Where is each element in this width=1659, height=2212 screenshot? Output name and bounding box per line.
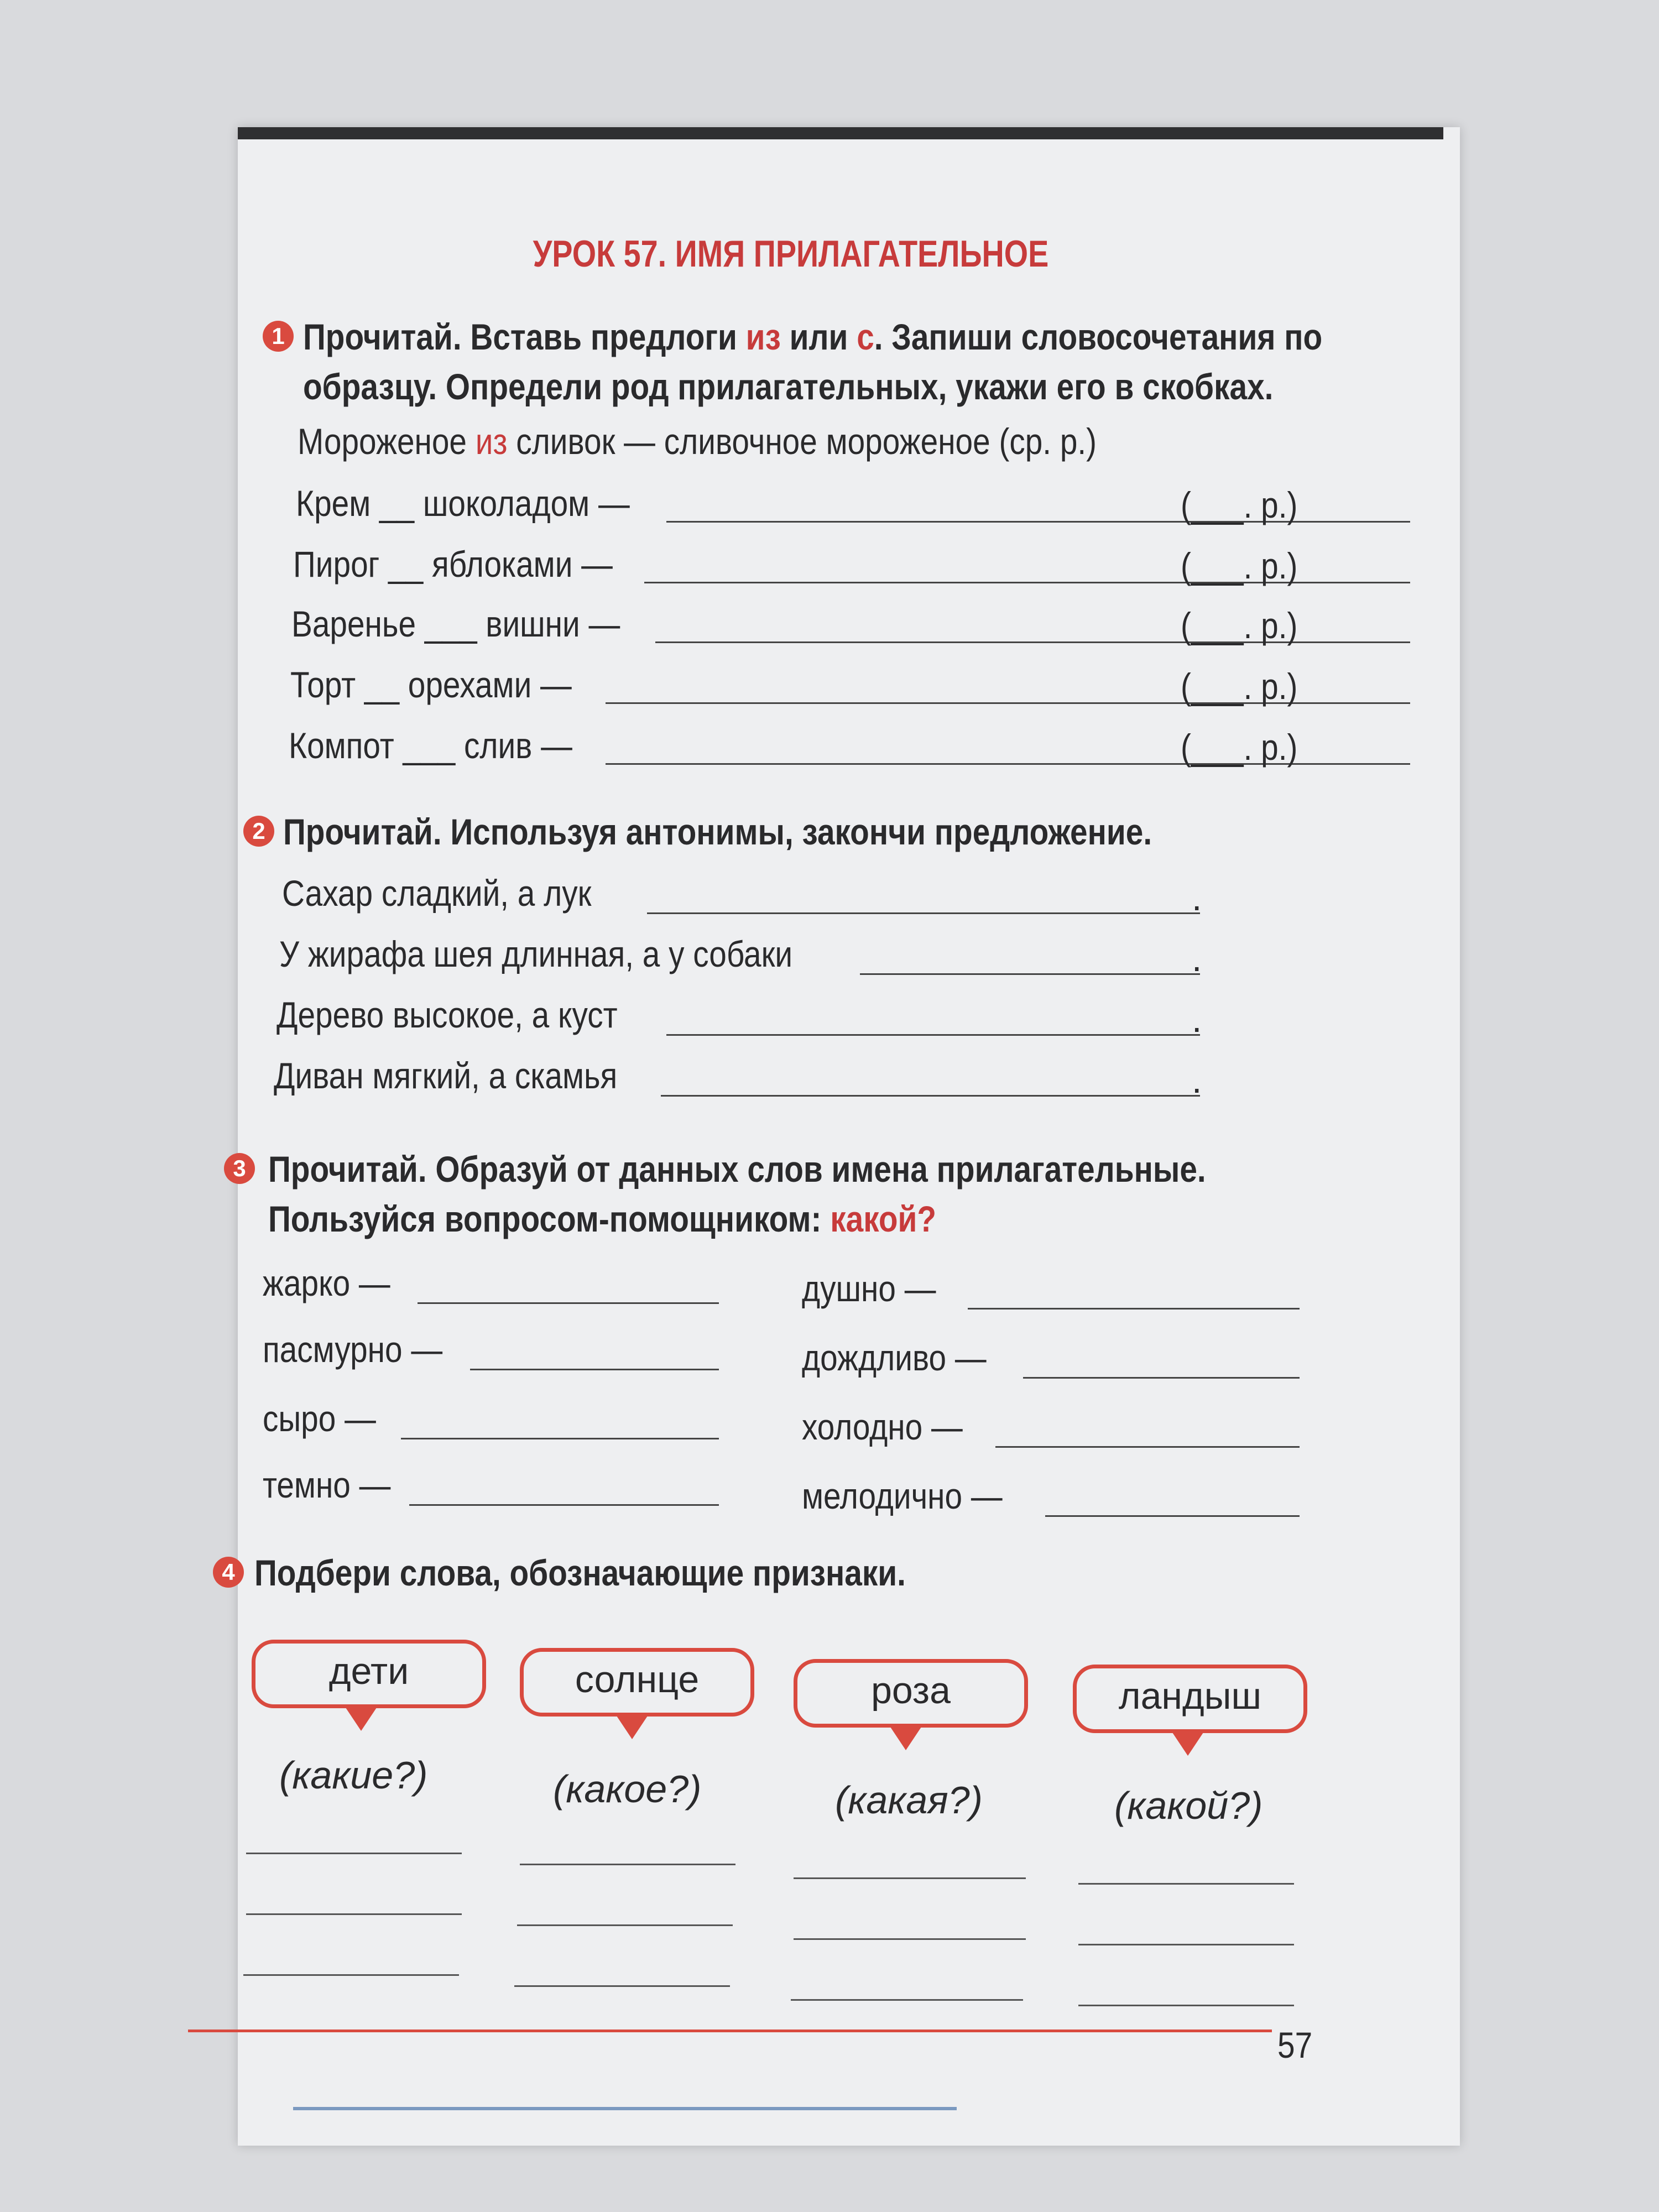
task-2-sentence: У жирафа шея длинная, а у собаки bbox=[279, 933, 793, 974]
answer-line[interactable] bbox=[246, 1853, 462, 1854]
task-3-word: мелодично — bbox=[802, 1475, 1003, 1516]
answer-line[interactable] bbox=[860, 973, 1200, 975]
task-3-word: дождливо — bbox=[802, 1337, 987, 1378]
question-label: (какие?) bbox=[279, 1754, 428, 1797]
task-3-word: пасмурно — bbox=[263, 1329, 443, 1370]
answer-line[interactable] bbox=[1078, 1944, 1294, 1945]
answer-line[interactable] bbox=[1078, 2005, 1294, 2006]
task-3-word: жарко — bbox=[263, 1262, 390, 1303]
answer-line[interactable] bbox=[418, 1302, 719, 1304]
pointer-arrow bbox=[1172, 1733, 1203, 1756]
answer-line[interactable] bbox=[995, 1446, 1300, 1448]
question-label: (какой?) bbox=[1114, 1784, 1263, 1827]
answer-line[interactable] bbox=[470, 1369, 719, 1370]
task-3-instruction-line-2: Пользуйся вопросом-помощником: какой? bbox=[268, 1198, 937, 1239]
task-number-badge: 3 bbox=[224, 1153, 255, 1184]
answer-line[interactable] bbox=[791, 1999, 1023, 2001]
preposition-s: с bbox=[857, 316, 874, 357]
answer-line[interactable] bbox=[968, 1308, 1300, 1310]
task-2-sentence: Дерево высокое, а куст bbox=[276, 994, 618, 1035]
word-box-deti: дети bbox=[252, 1640, 486, 1708]
answer-line[interactable] bbox=[409, 1504, 719, 1506]
answer-line[interactable] bbox=[666, 521, 1410, 523]
pointer-arrow bbox=[617, 1716, 648, 1739]
pointer-arrow bbox=[346, 1708, 377, 1731]
lesson-title: УРОК 57. ИМЯ ПРИЛАГАТЕЛЬНОЕ bbox=[533, 233, 1049, 275]
page-top-border bbox=[238, 127, 1443, 139]
task-2-instruction: Прочитай. Используя антонимы, закончи предложение. bbox=[283, 811, 1152, 852]
task-3-word: сыро — bbox=[263, 1398, 376, 1439]
footer-divider bbox=[188, 2030, 1272, 2032]
answer-line[interactable] bbox=[666, 1034, 1200, 1036]
task-3-word: темно — bbox=[263, 1464, 391, 1505]
answer-line[interactable] bbox=[243, 1974, 459, 1976]
task-number-badge: 1 bbox=[263, 321, 294, 352]
task-1-instruction-line-2: образцу. Определи род прилагательных, укажи его в скобках. bbox=[303, 366, 1274, 407]
answer-line[interactable] bbox=[246, 1913, 462, 1915]
answer-line[interactable] bbox=[1045, 1515, 1300, 1517]
answer-line[interactable] bbox=[514, 1985, 730, 1987]
workbook-page: УРОК 57. ИМЯ ПРИЛАГАТЕЛЬНОЕ 1 Прочитай. Вставь предлоги из или с. Запиши словосочетания по образцу. Определи род прилагательных, укажи его в скобках. Мороженое из сливок — сливочное мороженое (ср. р.) Крем __ шоколадом — (___. р.) Пирог __ яблоками — (___. р.) Варенье ___ вишни — (___. р.) Торт __ орехами — (___. р.) Компот ___ слив — (___. р.) 2 Прочитай. Используя антонимы, закончи предложение. Сахар сладкий, а лук . У жирафа шея длинная, а у собаки . Дерево высокое, а куст . Диван мягкий, а скамья . 3 Прочитай. Образуй от данных слов имена прилагательные. Пользуйся вопросом-помощником: какой? жарко — пасмурно — сыро — темно — душно — дождливо — холодно — мелодично — 4 Подбери слова, обозначающие признаки. дети (какие?) солнце (какое?) роза (какая?) ландыш (какой?) 57 bbox=[238, 127, 1460, 2146]
answer-line[interactable] bbox=[1023, 1377, 1300, 1379]
answer-line[interactable] bbox=[647, 912, 1200, 914]
answer-line[interactable] bbox=[794, 1877, 1026, 1879]
task-3-instruction-line-1: Прочитай. Образуй от данных слов имена прилагательные. bbox=[268, 1149, 1206, 1190]
question-label: (какая?) bbox=[835, 1778, 983, 1822]
pointer-arrow bbox=[890, 1727, 921, 1750]
answer-line[interactable] bbox=[661, 1095, 1200, 1097]
task-1-instruction-line-1: Прочитай. Вставь предлоги из или с. Запиши словосочетания по bbox=[303, 316, 1323, 357]
task-number-badge: 4 bbox=[213, 1557, 244, 1588]
helper-question: какой? bbox=[830, 1198, 937, 1239]
task-2-sentence: Диван мягкий, а скамья bbox=[274, 1055, 618, 1096]
answer-line[interactable] bbox=[1078, 1883, 1294, 1885]
task-4-instruction: Подбери слова, обозначающие признаки. bbox=[254, 1552, 906, 1593]
question-label: (какое?) bbox=[553, 1767, 702, 1811]
task-1-example: Мороженое из сливок — сливочное мороженое (ср. р.) bbox=[298, 421, 1097, 462]
page-number: 57 bbox=[1277, 2025, 1313, 2065]
task-2-sentence: Сахар сладкий, а лук bbox=[282, 873, 592, 914]
task-3-word: холодно — bbox=[802, 1406, 963, 1447]
answer-line[interactable] bbox=[794, 1938, 1026, 1940]
answer-line[interactable] bbox=[401, 1438, 719, 1439]
task-3-word: душно — bbox=[802, 1268, 936, 1309]
word-box-roza: роза bbox=[794, 1659, 1028, 1728]
task-number-badge: 2 bbox=[243, 816, 274, 847]
answer-line[interactable] bbox=[520, 1864, 735, 1865]
word-box-landysh: ландыш bbox=[1073, 1665, 1307, 1733]
answer-line[interactable] bbox=[517, 1924, 733, 1926]
word-box-solntse: солнце bbox=[520, 1648, 754, 1717]
preposition-iz: из bbox=[745, 316, 781, 357]
footer-blue-stripe bbox=[293, 2107, 957, 2110]
